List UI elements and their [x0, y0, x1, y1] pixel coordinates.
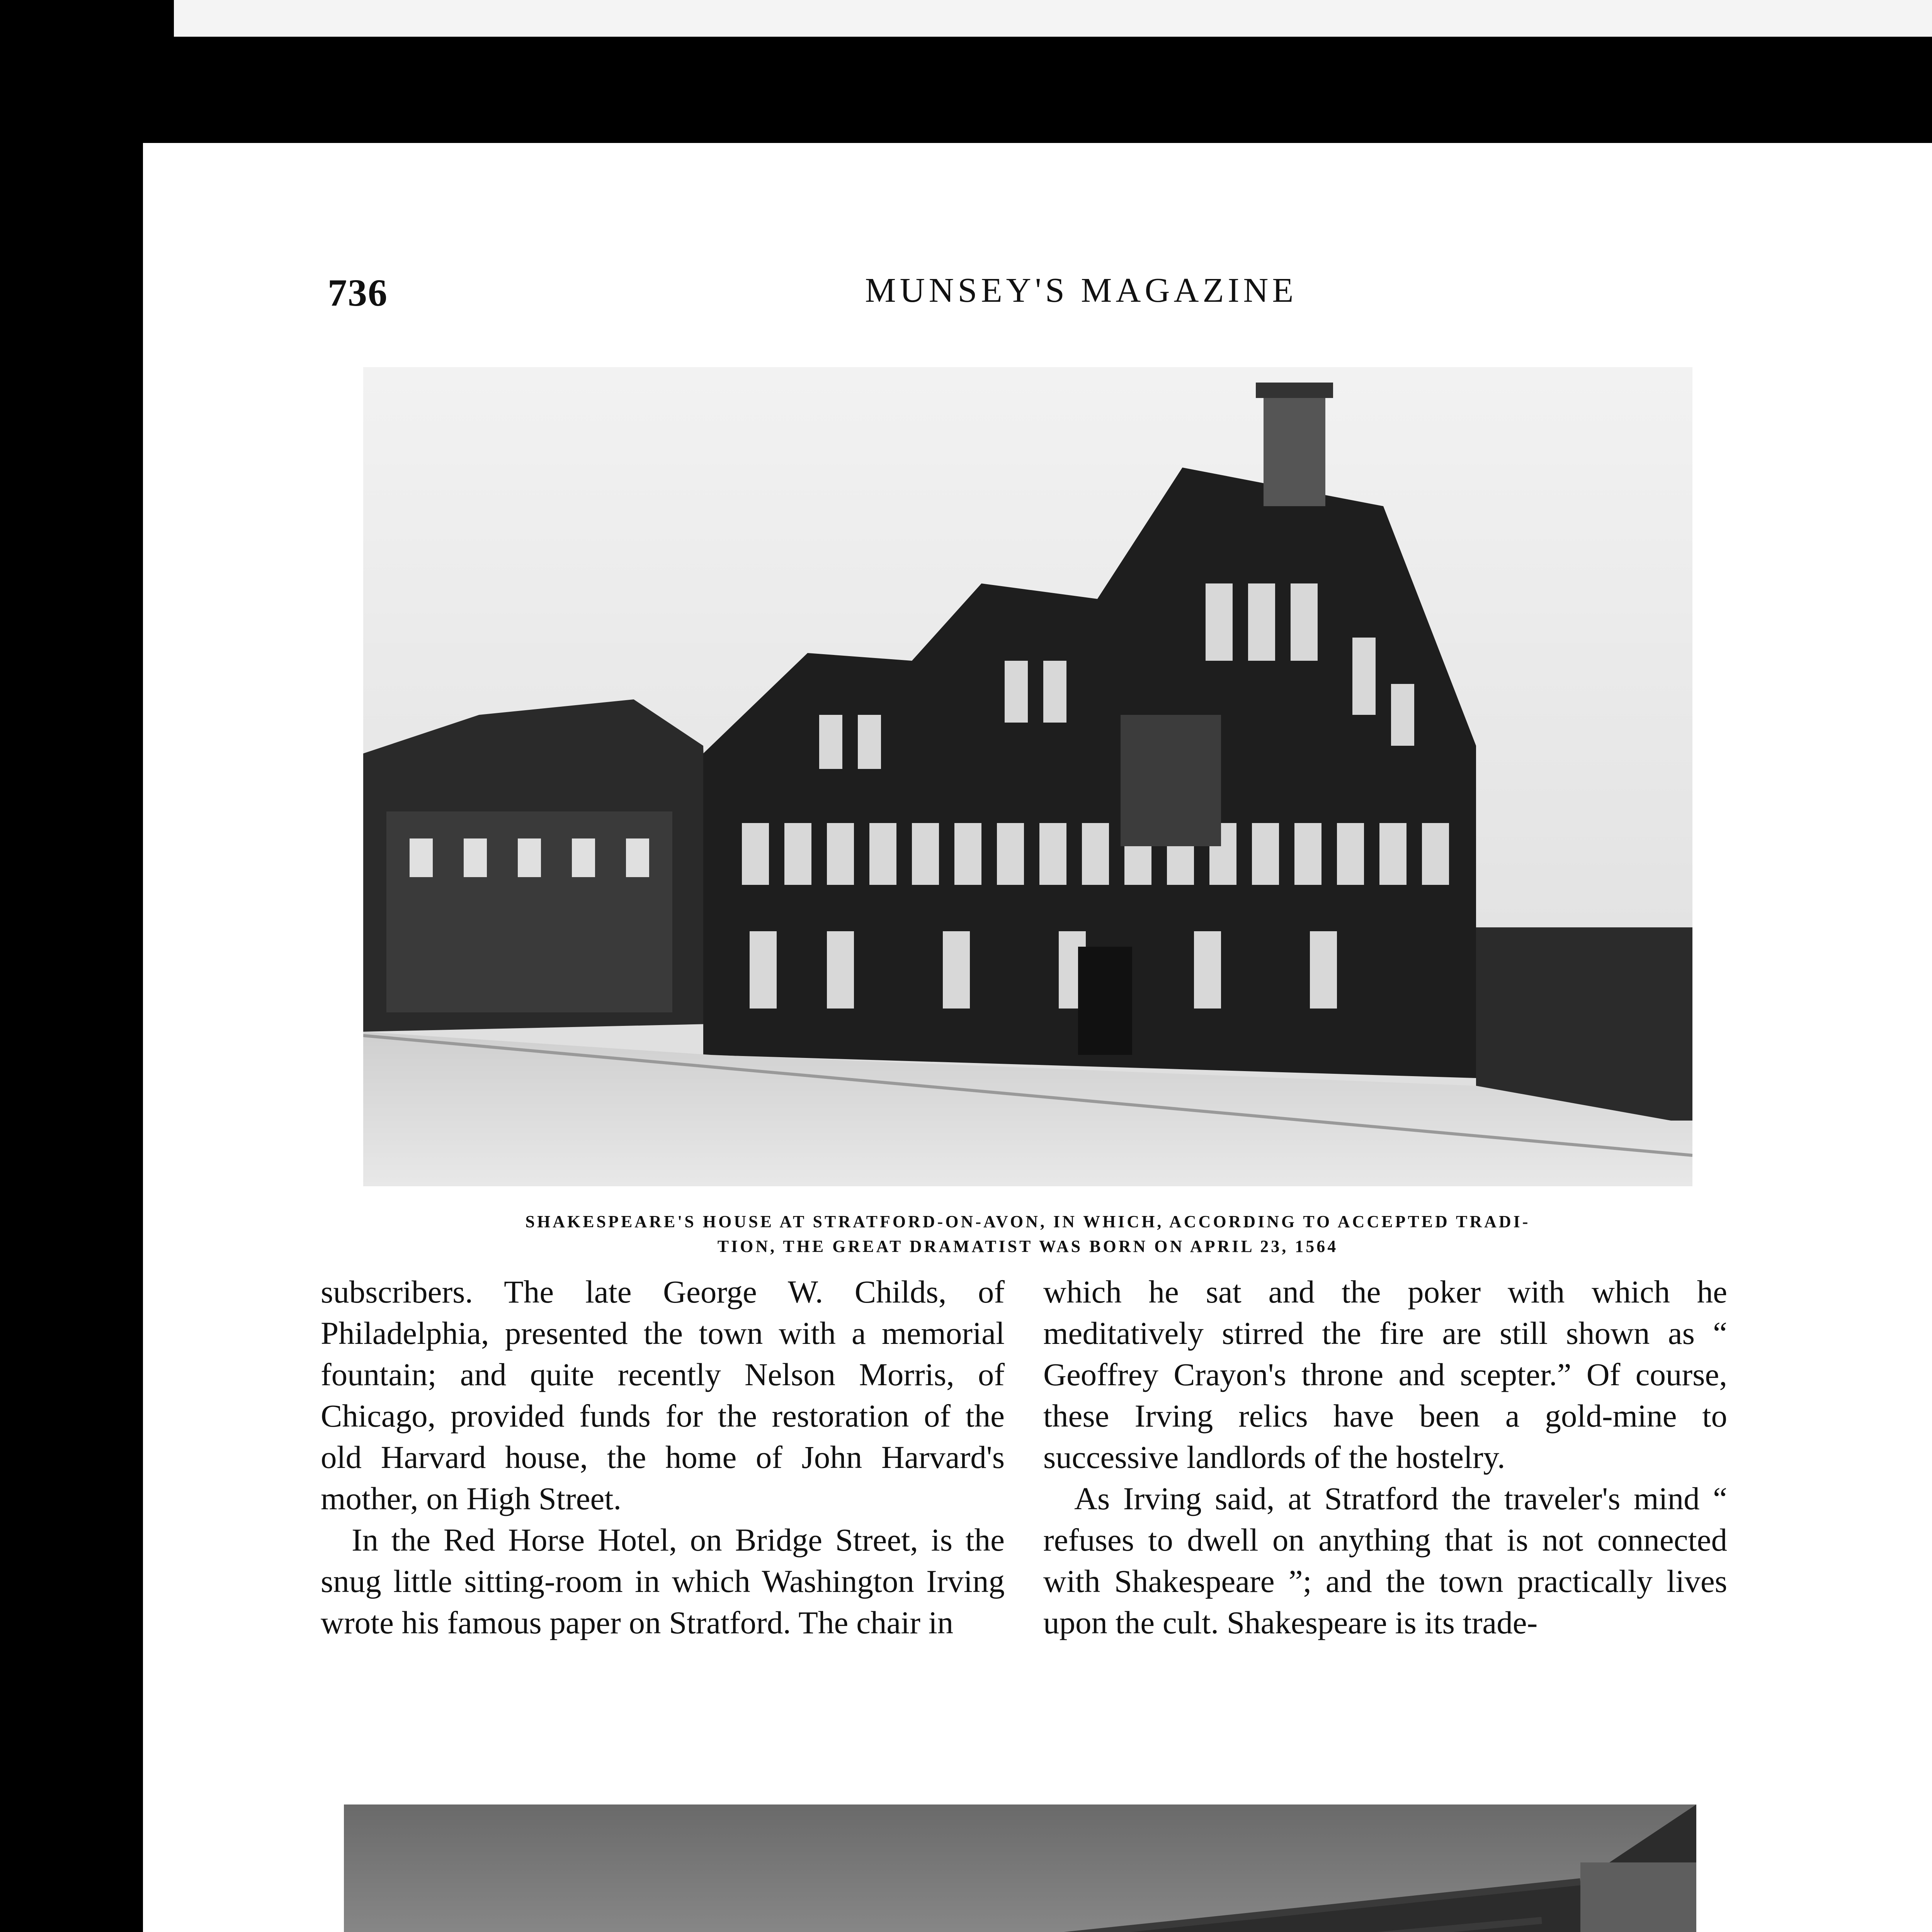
- paragraph: subscribers. The late George W. Childs, of Philadelphia, presented the town with a memorial fountain; and quite recently Nelson Morris, of Chicago, provided funds for the restoration of the old Harvard house, the home of John Harvard's mother, on High Street.: [321, 1274, 1005, 1516]
- paragraph: In the Red Horse Hotel, on Bridge Street, is the snug little sitting-room in which Washington Irving wrote his famous paper on Stratford. The chair in: [321, 1522, 1005, 1640]
- photo-birth-room: [344, 1804, 1696, 1932]
- photo-shakespeare-house: [363, 367, 1692, 1186]
- figure-1-caption: [325, 1209, 1731, 1259]
- page-number: 736: [328, 271, 388, 314]
- previous-page-strip: [174, 0, 1932, 37]
- page-header: [328, 270, 1835, 332]
- room-illustration: [344, 1804, 1696, 1932]
- text-column-left: [321, 1271, 1005, 1643]
- magazine-page: [143, 143, 1932, 1932]
- running-title: MUNSEY'S MAGAZINE: [865, 271, 1298, 310]
- paragraph: As Irving said, at Stratford the traveler's mind “ refuses to dwell on anything that is not connected with Shakespeare ”; and the town practically lives upon the cult. Shakespeare is its trade-: [1043, 1481, 1727, 1640]
- paragraph: which he sat and the poker with which he meditatively stirred the fire are still shown as “ Geoffrey Crayon's throne and scepter.” Of course, these Irving relics have been a gold-mine to successive landlords of the hostelry.: [1043, 1274, 1727, 1475]
- figure-1-caption-line1: SHAKESPEARE'S HOUSE AT STRATFORD-ON-AVON, IN WHICH, ACCORDING TO ACCEPTED TRADI-: [525, 1212, 1531, 1231]
- house-illustration: [363, 367, 1692, 1186]
- text-column-right: [1043, 1271, 1727, 1643]
- figure-1-caption-line2: TION, THE GREAT DRAMATIST WAS BORN ON APRIL 23, 1564: [717, 1237, 1338, 1256]
